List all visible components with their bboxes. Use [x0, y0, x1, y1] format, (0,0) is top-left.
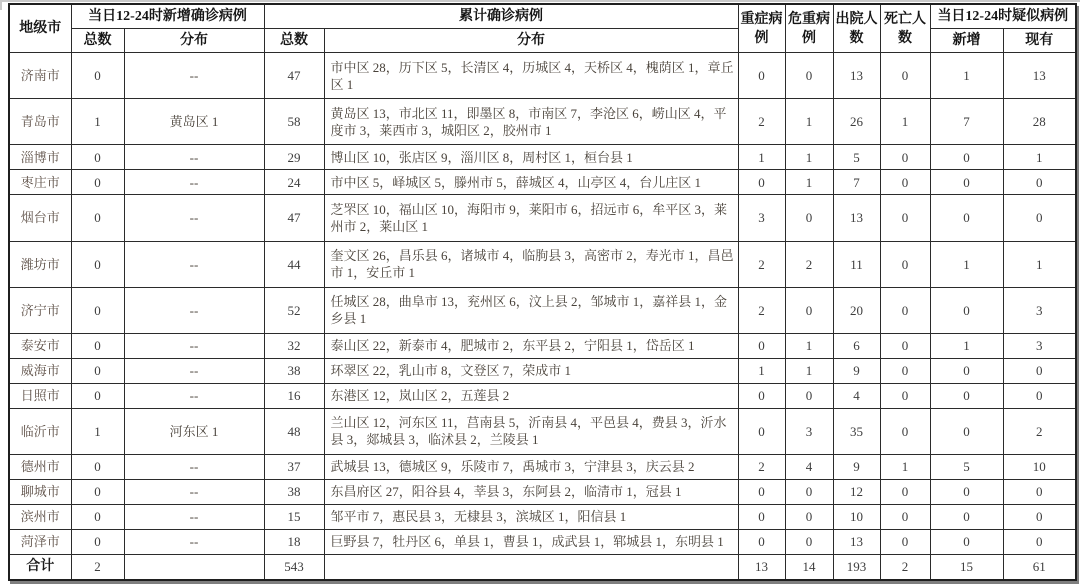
cum-dist-cell: 武城县 13，德城区 9，乐陵市 7，禹城市 3，宁津县 3，庆云县 2 — [324, 454, 738, 479]
susp-new-cell: 0 — [930, 408, 1003, 454]
cum-dist-cell: 芝罘区 10，福山区 10，海阳市 9，莱阳市 6，招远市 6，牟平区 3，莱州市 2，莱山区 1 — [324, 195, 738, 241]
deaths-cell: 0 — [880, 479, 930, 504]
header-cum-distribution: 分布 — [324, 29, 738, 53]
susp-current-cell: 0 — [1003, 358, 1076, 383]
new-total-cell: 0 — [71, 529, 124, 554]
deaths-cell: 0 — [880, 504, 930, 529]
severe-cell: 2 — [738, 454, 785, 479]
severe-cell: 2 — [738, 287, 785, 333]
total-susp-new: 15 — [930, 554, 1003, 580]
cum-dist-cell: 黄岛区 13，市北区 11，即墨区 8，市南区 7，李沧区 6，崂山区 4，平度市 3，莱西市 3，城阳区 2，胶州市 1 — [324, 99, 738, 145]
new-total-cell: 0 — [71, 53, 124, 99]
cum-dist-cell: 博山区 10，张店区 9，淄川区 8，周村区 1，桓台县 1 — [324, 145, 738, 170]
severe-cell: 2 — [738, 99, 785, 145]
severe-cell: 1 — [738, 145, 785, 170]
susp-new-cell: 0 — [930, 529, 1003, 554]
severe-cell: 0 — [738, 529, 785, 554]
cum-dist-cell: 市中区 5，峄城区 5，滕州市 5，薛城区 4，山亭区 4，台儿庄区 1 — [324, 170, 738, 195]
cum-dist-cell: 邹平市 7，惠民县 3，无棣县 3，滨城区 1，阳信县 1 — [324, 504, 738, 529]
new-dist-cell: -- — [124, 195, 264, 241]
header-row-1 — [9, 4, 1076, 29]
susp-current-cell: 28 — [1003, 99, 1076, 145]
deaths-cell: 0 — [880, 408, 930, 454]
cum-total-cell: 44 — [264, 241, 324, 287]
city-cell: 青岛市 — [9, 99, 71, 145]
new-dist-cell: -- — [124, 383, 264, 408]
header-new-distribution: 分布 — [124, 29, 264, 53]
susp-current-cell: 0 — [1003, 504, 1076, 529]
total-row — [9, 554, 1076, 580]
table-body — [9, 53, 1076, 555]
critical-cell: 0 — [785, 287, 833, 333]
cum-total-cell: 16 — [264, 383, 324, 408]
critical-cell: 0 — [785, 504, 833, 529]
susp-new-cell: 1 — [930, 53, 1003, 99]
susp-current-cell: 3 — [1003, 287, 1076, 333]
header-cum-total: 总数 — [264, 29, 324, 53]
new-dist-cell: -- — [124, 53, 264, 99]
critical-cell: 0 — [785, 479, 833, 504]
cum-dist-cell: 东昌府区 27，阳谷县 4，莘县 3，东阿县 2，临清市 1，冠县 1 — [324, 479, 738, 504]
new-dist-cell: -- — [124, 504, 264, 529]
new-total-cell: 0 — [71, 241, 124, 287]
cum-total-cell: 18 — [264, 529, 324, 554]
city-cell: 烟台市 — [9, 195, 71, 241]
critical-cell: 2 — [785, 241, 833, 287]
susp-current-cell: 10 — [1003, 454, 1076, 479]
deaths-cell: 0 — [880, 529, 930, 554]
susp-current-cell: 0 — [1003, 529, 1076, 554]
table-row — [9, 408, 1076, 454]
deaths-cell: 0 — [880, 241, 930, 287]
susp-new-cell: 0 — [930, 287, 1003, 333]
city-cell: 淄博市 — [9, 145, 71, 170]
discharged-cell: 5 — [833, 145, 880, 170]
total-new-total: 2 — [71, 554, 124, 580]
critical-cell: 0 — [785, 529, 833, 554]
cum-total-cell: 15 — [264, 504, 324, 529]
cum-total-cell: 58 — [264, 99, 324, 145]
susp-new-cell: 5 — [930, 454, 1003, 479]
table-row — [9, 195, 1076, 241]
cum-total-cell: 38 — [264, 479, 324, 504]
cum-dist-cell: 巨野县 7，牡丹区 6，单县 1，曹县 1，成武县 1，郓城县 1，东明县 1 — [324, 529, 738, 554]
total-deaths: 2 — [880, 554, 930, 580]
critical-cell: 1 — [785, 170, 833, 195]
header-suspected-current: 现有 — [1003, 29, 1076, 53]
page-top-edge — [0, 0, 1080, 2]
city-cell: 临沂市 — [9, 408, 71, 454]
discharged-cell: 13 — [833, 529, 880, 554]
city-cell: 济南市 — [9, 53, 71, 99]
city-cell: 滨州市 — [9, 504, 71, 529]
susp-new-cell: 7 — [930, 99, 1003, 145]
header-suspected: 当日12-24时疑似病例 — [930, 4, 1076, 29]
table-row — [9, 454, 1076, 479]
city-cell: 枣庄市 — [9, 170, 71, 195]
severe-cell: 0 — [738, 479, 785, 504]
cum-dist-cell: 环翠区 22，乳山市 8，文登区 7，荣成市 1 — [324, 358, 738, 383]
cum-total-cell: 47 — [264, 195, 324, 241]
table-row — [9, 358, 1076, 383]
critical-cell: 1 — [785, 358, 833, 383]
new-total-cell: 0 — [71, 454, 124, 479]
new-total-cell: 0 — [71, 333, 124, 358]
susp-new-cell: 1 — [930, 241, 1003, 287]
susp-current-cell: 3 — [1003, 333, 1076, 358]
new-dist-cell: 河东区 1 — [124, 408, 264, 454]
table-row — [9, 170, 1076, 195]
discharged-cell: 7 — [833, 170, 880, 195]
table-row — [9, 479, 1076, 504]
new-total-cell: 0 — [71, 287, 124, 333]
susp-new-cell: 0 — [930, 504, 1003, 529]
city-cell: 德州市 — [9, 454, 71, 479]
deaths-cell: 0 — [880, 383, 930, 408]
cum-dist-cell: 兰山区 12，河东区 11，莒南县 5，沂南县 4，平邑县 4，费县 3，沂水县 3，郯城县 3，临沭县 2，兰陵县 1 — [324, 408, 738, 454]
severe-cell: 0 — [738, 504, 785, 529]
new-total-cell: 0 — [71, 195, 124, 241]
new-total-cell: 0 — [71, 479, 124, 504]
susp-new-cell: 0 — [930, 195, 1003, 241]
susp-new-cell: 0 — [930, 145, 1003, 170]
total-discharged: 193 — [833, 554, 880, 580]
new-dist-cell: -- — [124, 529, 264, 554]
deaths-cell: 0 — [880, 53, 930, 99]
table-row — [9, 529, 1076, 554]
header-critical-cases: 危重病例 — [785, 4, 833, 53]
total-susp-current: 61 — [1003, 554, 1076, 580]
discharged-cell: 13 — [833, 195, 880, 241]
critical-cell: 0 — [785, 383, 833, 408]
cum-dist-cell: 市中区 28，历下区 5，长清区 4，历城区 4，天桥区 4，槐荫区 1，章丘区 1 — [324, 53, 738, 99]
severe-cell: 2 — [738, 241, 785, 287]
header-severe-cases: 重症病例 — [738, 4, 785, 53]
critical-cell: 0 — [785, 195, 833, 241]
total-cum-total: 543 — [264, 554, 324, 580]
table-header — [9, 4, 1076, 53]
new-dist-cell: -- — [124, 145, 264, 170]
discharged-cell: 20 — [833, 287, 880, 333]
cum-dist-cell: 东港区 12，岚山区 2，五莲县 2 — [324, 383, 738, 408]
new-total-cell: 0 — [71, 383, 124, 408]
susp-new-cell: 0 — [930, 170, 1003, 195]
header-cumulative-confirmed: 累计确诊病例 — [264, 4, 738, 29]
cum-total-cell: 48 — [264, 408, 324, 454]
discharged-cell: 9 — [833, 358, 880, 383]
new-dist-cell: -- — [124, 358, 264, 383]
cum-total-cell: 52 — [264, 287, 324, 333]
table-row — [9, 333, 1076, 358]
cum-dist-cell: 奎文区 26，昌乐县 6，诸城市 4，临朐县 3，高密市 2，寿光市 1，昌邑市 1，安丘市 1 — [324, 241, 738, 287]
new-total-cell: 0 — [71, 145, 124, 170]
susp-new-cell: 1 — [930, 333, 1003, 358]
critical-cell: 0 — [785, 53, 833, 99]
cum-total-cell: 47 — [264, 53, 324, 99]
city-cell: 聊城市 — [9, 479, 71, 504]
cum-dist-cell: 任城区 28，曲阜市 13，兖州区 6，汶上县 2，邹城市 1，嘉祥县 1，金乡县 1 — [324, 287, 738, 333]
discharged-cell: 10 — [833, 504, 880, 529]
cum-dist-cell: 泰山区 22，新泰市 4，肥城市 2，东平县 2，宁阳县 1，岱岳区 1 — [324, 333, 738, 358]
total-label: 合计 — [9, 554, 71, 580]
critical-cell: 4 — [785, 454, 833, 479]
new-dist-cell: -- — [124, 333, 264, 358]
discharged-cell: 13 — [833, 53, 880, 99]
new-dist-cell: -- — [124, 241, 264, 287]
critical-cell: 3 — [785, 408, 833, 454]
city-cell: 济宁市 — [9, 287, 71, 333]
table-row — [9, 145, 1076, 170]
susp-current-cell: 1 — [1003, 241, 1076, 287]
severe-cell: 0 — [738, 333, 785, 358]
severe-cell: 0 — [738, 408, 785, 454]
severe-cell: 0 — [738, 53, 785, 99]
discharged-cell: 6 — [833, 333, 880, 358]
table-row — [9, 504, 1076, 529]
new-dist-cell: -- — [124, 454, 264, 479]
header-deaths: 死亡人数 — [880, 4, 930, 53]
table-row — [9, 53, 1076, 99]
deaths-cell: 0 — [880, 170, 930, 195]
new-dist-cell: 黄岛区 1 — [124, 99, 264, 145]
susp-new-cell: 0 — [930, 358, 1003, 383]
deaths-cell: 0 — [880, 358, 930, 383]
deaths-cell: 1 — [880, 454, 930, 479]
new-dist-cell: -- — [124, 479, 264, 504]
city-cell: 日照市 — [9, 383, 71, 408]
total-severe: 13 — [738, 554, 785, 580]
severe-cell: 3 — [738, 195, 785, 241]
total-new-dist — [124, 554, 264, 580]
new-dist-cell: -- — [124, 287, 264, 333]
header-discharged: 出院人数 — [833, 4, 880, 53]
discharged-cell: 9 — [833, 454, 880, 479]
city-cell: 菏泽市 — [9, 529, 71, 554]
cum-total-cell: 29 — [264, 145, 324, 170]
table-row — [9, 383, 1076, 408]
deaths-cell: 1 — [880, 99, 930, 145]
susp-current-cell: 1 — [1003, 145, 1076, 170]
severe-cell: 0 — [738, 170, 785, 195]
cum-total-cell: 38 — [264, 358, 324, 383]
deaths-cell: 0 — [880, 145, 930, 170]
susp-current-cell: 0 — [1003, 479, 1076, 504]
new-dist-cell: -- — [124, 170, 264, 195]
discharged-cell: 12 — [833, 479, 880, 504]
city-cell: 威海市 — [9, 358, 71, 383]
new-total-cell: 1 — [71, 99, 124, 145]
severe-cell: 0 — [738, 383, 785, 408]
susp-current-cell: 0 — [1003, 383, 1076, 408]
susp-current-cell: 13 — [1003, 53, 1076, 99]
header-new-total: 总数 — [71, 29, 124, 53]
header-new-confirmed: 当日12-24时新增确诊病例 — [71, 4, 264, 29]
city-cell: 泰安市 — [9, 333, 71, 358]
new-total-cell: 1 — [71, 408, 124, 454]
susp-new-cell: 0 — [930, 479, 1003, 504]
total-critical: 14 — [785, 554, 833, 580]
table-footer — [9, 554, 1076, 580]
header-city: 地级市 — [9, 4, 71, 53]
susp-current-cell: 0 — [1003, 170, 1076, 195]
table-row — [9, 241, 1076, 287]
susp-current-cell: 0 — [1003, 195, 1076, 241]
cum-total-cell: 24 — [264, 170, 324, 195]
discharged-cell: 35 — [833, 408, 880, 454]
severe-cell: 1 — [738, 358, 785, 383]
new-total-cell: 0 — [71, 170, 124, 195]
susp-new-cell: 0 — [930, 383, 1003, 408]
total-cum-dist — [324, 554, 738, 580]
discharged-cell: 26 — [833, 99, 880, 145]
table-row — [9, 287, 1076, 333]
cum-total-cell: 37 — [264, 454, 324, 479]
critical-cell: 1 — [785, 99, 833, 145]
page-left-edge — [0, 0, 2, 10]
discharged-cell: 4 — [833, 383, 880, 408]
header-suspected-new: 新增 — [930, 29, 1003, 53]
discharged-cell: 11 — [833, 241, 880, 287]
critical-cell: 1 — [785, 145, 833, 170]
new-total-cell: 0 — [71, 358, 124, 383]
city-cell: 潍坊市 — [9, 241, 71, 287]
deaths-cell: 0 — [880, 333, 930, 358]
cum-total-cell: 32 — [264, 333, 324, 358]
critical-cell: 1 — [785, 333, 833, 358]
susp-current-cell: 2 — [1003, 408, 1076, 454]
new-total-cell: 0 — [71, 504, 124, 529]
deaths-cell: 0 — [880, 287, 930, 333]
table-row — [9, 99, 1076, 145]
covid-cases-table — [8, 3, 1077, 581]
deaths-cell: 0 — [880, 195, 930, 241]
